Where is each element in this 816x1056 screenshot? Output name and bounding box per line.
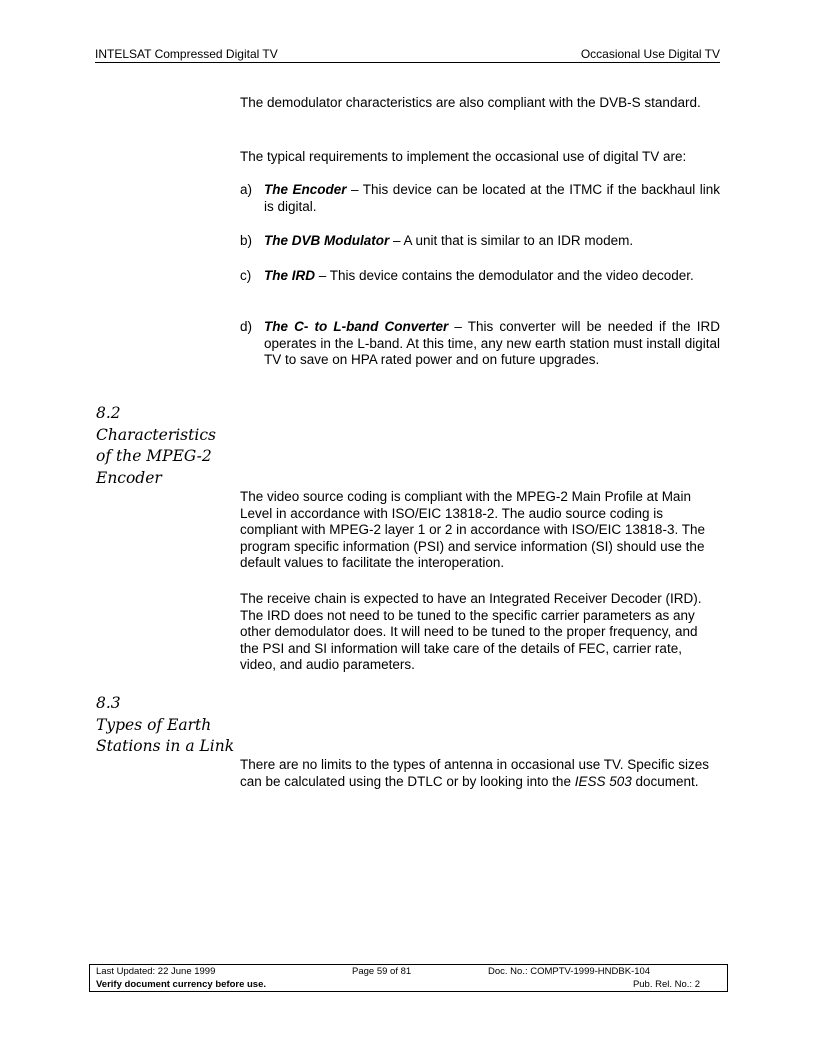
section-number: 8.2 — [96, 404, 121, 422]
page-header — [95, 46, 720, 63]
list-content — [264, 182, 720, 215]
list-content — [264, 319, 720, 369]
paragraph-text: document. — [631, 773, 699, 789]
list-marker: a) — [240, 182, 253, 197]
section-title-line: Encoder — [96, 468, 162, 487]
section-title-line: Characteristics — [96, 425, 216, 444]
section-8-2-paragraph-2: The receive chain is expected to have an Integrated Receiver Decoder (IRD). The IRD does not need to be tuned to the specific carrier parameters as any other demodulator does. It will need to be tuned to the proper frequency, and the PSI and SI information will take care of the details of FEC, carrier rate, video, and audio parameters. — [240, 591, 702, 672]
intro-paragraph-1: The demodulator characteristics are also compliant with the DVB-S standard. — [240, 95, 701, 110]
list-item-a — [240, 182, 720, 215]
list-item-b — [240, 233, 720, 250]
section-8-2-heading — [96, 403, 256, 489]
list-item-d — [240, 319, 720, 369]
list-term: The IRD — [264, 268, 316, 283]
list-text: – A unit that is similar to an IDR modem. — [389, 233, 634, 248]
list-content — [264, 268, 720, 285]
intro-paragraph-2: The typical requirements to implement the occasional use of digital TV are: — [240, 149, 687, 164]
list-marker: c) — [240, 268, 252, 283]
footer-page-number: Page 59 of 81 — [352, 966, 412, 977]
document-reference: IESS 503 — [574, 773, 632, 789]
section-title-line: Types of Earth — [96, 715, 212, 734]
section-title-line: of the MPEG-2 — [96, 447, 212, 465]
paragraph-text: There are no limits to the types of antenna in occasional use TV. Specific sizes can be calculated using the DTLC or by looking into the — [240, 757, 710, 789]
list-item-c — [240, 268, 720, 285]
list-text: – This device contains the demodulator and the video decoder. — [315, 268, 694, 283]
list-content — [264, 233, 720, 250]
list-text: – This converter will be needed if the IRD operates in the L-band. At this time, any new earth station must install digital TV to save on HPA rated power and on future upgrades. — [264, 319, 720, 367]
list-marker: d) — [240, 319, 253, 334]
header-right-title: Occasional Use Digital TV — [580, 47, 720, 61]
section-8-2-paragraph-1: The video source coding is compliant with the MPEG-2 Main Profile at Main Level in accordance with ISO/EIC 13818-2. The audio source coding is compliant with MPEG-2 layer 1 or 2 in accordance with ISO/EIC 13818-3. The program specific information (PSI) and service information (SI) should use the default values to facilitate the interoperation. — [240, 489, 705, 570]
section-8-3-heading — [96, 693, 256, 758]
page-footer — [89, 964, 728, 992]
section-8-3-paragraph-1 — [240, 757, 720, 790]
header-left-title: INTELSAT Compressed Digital TV — [95, 47, 278, 61]
footer-last-updated: Last Updated: 22 June 1999 — [96, 966, 216, 977]
list-text: – This device can be located at the ITMC if the backhaul link is digital. — [264, 182, 721, 214]
list-marker: b) — [240, 233, 253, 248]
list-term: The C- to L-band Converter — [264, 319, 449, 334]
footer-pub-release: Pub. Rel. No.: 2 — [632, 979, 700, 990]
list-term: The Encoder — [264, 182, 347, 197]
section-title-line: Stations in a Link — [96, 737, 235, 755]
section-number: 8.3 — [96, 694, 121, 712]
footer-doc-number: Doc. No.: COMPTV-1999-HNDBK-104 — [488, 966, 651, 977]
list-term: The DVB Modulator — [264, 233, 390, 248]
footer-verify-notice: Verify document currency before use. — [96, 979, 267, 990]
